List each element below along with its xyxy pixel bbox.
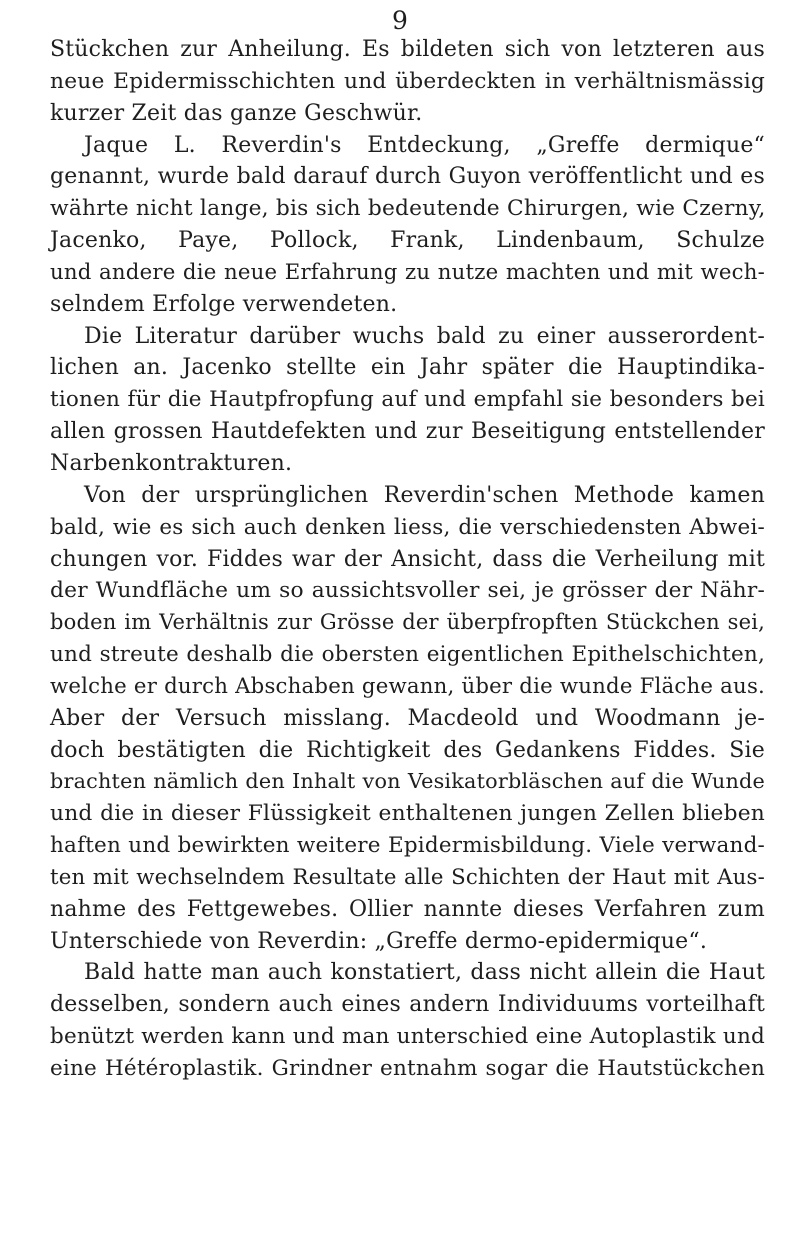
body-text	[50, 34, 765, 1085]
text-line: ten mit wechselndem Resultate alle Schichten der Haut mit Aus-	[50, 864, 765, 890]
text-line: währte nicht lange, bis sich bedeutende Chirurgen, wie Czerny,	[50, 196, 766, 222]
text-line: doch bestätigten die Richtigkeit des Gedankens Fiddes. Sie	[50, 737, 765, 763]
text-line: Stückchen zur Anheilung. Es bildeten sich von letzteren aus	[50, 37, 765, 62]
text-line: tionen für die Hautpfropfung auf und empfahl sie besonders bei	[50, 387, 765, 413]
text-line: und streute deshalb die obersten eigentlichen Epithelschichten,	[50, 642, 765, 668]
text-line: lichen an. Jacenko stellte ein Jahr später die Hauptindika-	[50, 355, 765, 381]
text-line: Unterschiede von Reverdin: „Greffe dermo-epidermique“.	[50, 928, 708, 954]
text-line: Bald hatte man auch konstatiert, dass nicht allein die Haut	[84, 960, 765, 986]
text-line: allen grossen Hautdefekten und zur Beseitigung entstellender	[50, 419, 765, 445]
text-line: und andere die neue Erfahrung zu nutze machten und mit wech-	[50, 259, 765, 285]
text-line: und die in dieser Flüssigkeit enthaltenen jungen Zellen blieben	[50, 801, 765, 827]
text-line: eine Hétéroplastik. Grindner entnahm sogar die Hautstückchen	[50, 1056, 765, 1081]
text-line: Jaque L. Reverdin's Entdeckung, „Greffe dermique“	[84, 132, 765, 158]
text-line: brachten nämlich den Inhalt von Vesikatorbläschen auf die Wunde	[50, 769, 765, 794]
text-line: neue Epidermisschichten und überdeckten in verhältnismässig	[50, 68, 765, 94]
text-line: bald, wie es sich auch denken liess, die verschiedensten Abwei-	[50, 514, 765, 540]
text-line: Von der ursprünglichen Reverdin'schen Methode kamen	[84, 482, 765, 508]
text-line: Aber der Versuch misslang. Macdeold und Woodmann je-	[50, 705, 765, 731]
text-line: boden im Verhältnis zur Grösse der überpfropften Stückchen sei,	[50, 610, 765, 635]
text-line: Jacenko, Paye, Pollock, Frank, Lindenbaum, Schulze	[50, 228, 765, 254]
text-line: desselben, sondern auch eines andern Individuums vorteilhaft	[50, 992, 765, 1018]
text-line: chungen vor. Fiddes war der Ansicht, dass die Verheilung mit	[50, 546, 765, 572]
page-number: 9	[392, 6, 408, 35]
text-line: Die Literatur darüber wuchs bald zu einer ausserordent-	[84, 323, 765, 349]
text-line: selndem Erfolge verwendeten.	[50, 291, 398, 317]
text-line: der Wundfläche um so aussichtsvoller sei, je grösser der Nähr-	[50, 578, 765, 604]
text-line: genannt, wurde bald darauf durch Guyon veröffentlicht und es	[50, 164, 765, 190]
text-line: kurzer Zeit das ganze Geschwür.	[50, 100, 423, 126]
text-line: nahme des Fettgewebes. Ollier nannte dieses Verfahren zum	[50, 896, 765, 922]
text-line: Narbenkontrakturen.	[50, 450, 293, 476]
text-line: haften und bewirkten weitere Epidermisbildung. Viele verwand-	[50, 833, 765, 859]
text-line: benützt werden kann und man unterschied eine Autoplastik und	[50, 1024, 765, 1050]
text-line: welche er durch Abschaben gewann, über die wunde Fläche aus.	[50, 673, 765, 699]
